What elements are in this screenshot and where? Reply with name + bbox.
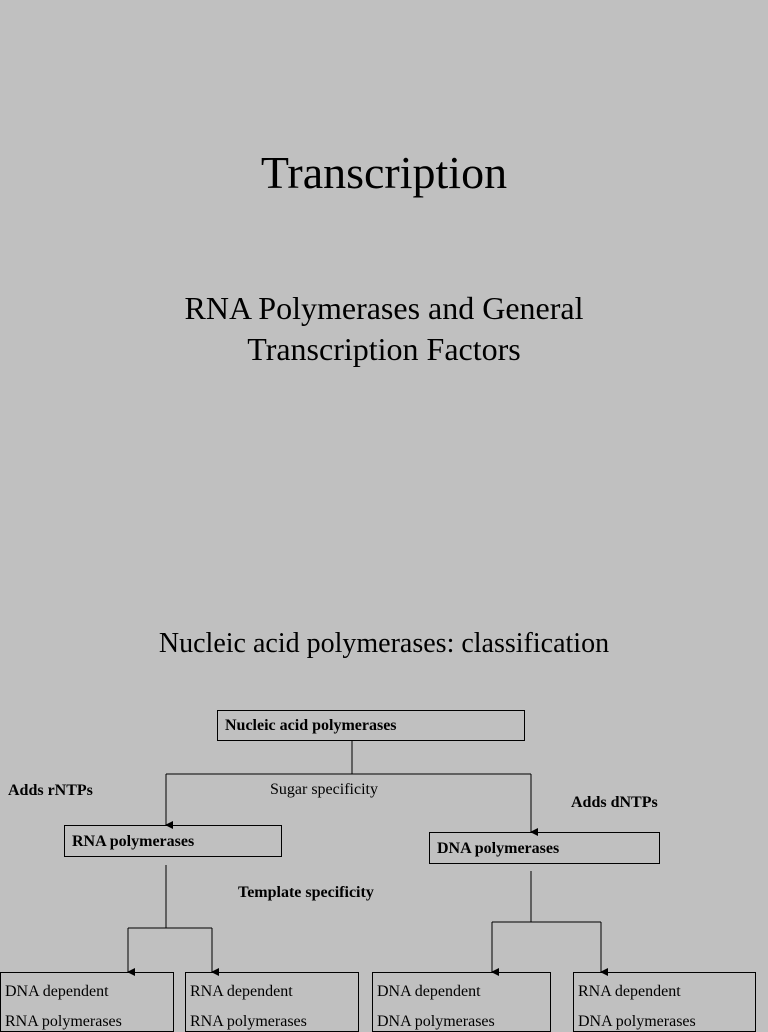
root-box-nucleic-acid-polymerases bbox=[217, 710, 525, 741]
dna-polymerases-box bbox=[429, 832, 660, 864]
slide-title-classification: Nucleic acid polymerases: classification bbox=[158, 628, 610, 659]
leaf-3-line-2: DNA polymerases bbox=[377, 1013, 495, 1030]
leaf-4-line-2: DNA polymerases bbox=[578, 1013, 696, 1030]
rna-polymerases-box bbox=[64, 825, 282, 857]
leaf-rna-dependent-dna-polymerases bbox=[573, 972, 756, 1032]
adds-rntps-label: Adds rNTPs bbox=[8, 782, 93, 799]
leaf-rna-dependent-rna-polymerases bbox=[185, 972, 359, 1032]
leaf-1-line-2: RNA polymerases bbox=[5, 1013, 122, 1030]
subtitle-line-1: RNA Polymerases and General bbox=[184, 290, 584, 326]
dna-polymerases-label: DNA polymerases bbox=[437, 840, 560, 857]
leaf-1-line-1: DNA dependent bbox=[5, 983, 109, 1000]
leaf-2-line-2: RNA polymerases bbox=[190, 1013, 307, 1030]
rna-polymerases-label: RNA polymerases bbox=[72, 833, 195, 850]
adds-dntps-label: Adds dNTPs bbox=[571, 794, 658, 811]
leaf-dna-dependent-dna-polymerases bbox=[372, 972, 551, 1032]
template-specificity-label: Template specificity bbox=[238, 884, 374, 901]
slide-title-transcription: Transcription bbox=[260, 147, 508, 198]
root-box-label: Nucleic acid polymerases bbox=[225, 717, 397, 734]
leaf-2-line-1: RNA dependent bbox=[190, 983, 293, 1000]
subtitle-line-2: Transcription Factors bbox=[247, 331, 521, 367]
leaf-4-line-1: RNA dependent bbox=[578, 983, 681, 1000]
leaf-dna-dependent-rna-polymerases bbox=[0, 972, 174, 1032]
leaf-3-line-1: DNA dependent bbox=[377, 983, 481, 1000]
sugar-specificity-label: Sugar specificity bbox=[270, 781, 378, 798]
